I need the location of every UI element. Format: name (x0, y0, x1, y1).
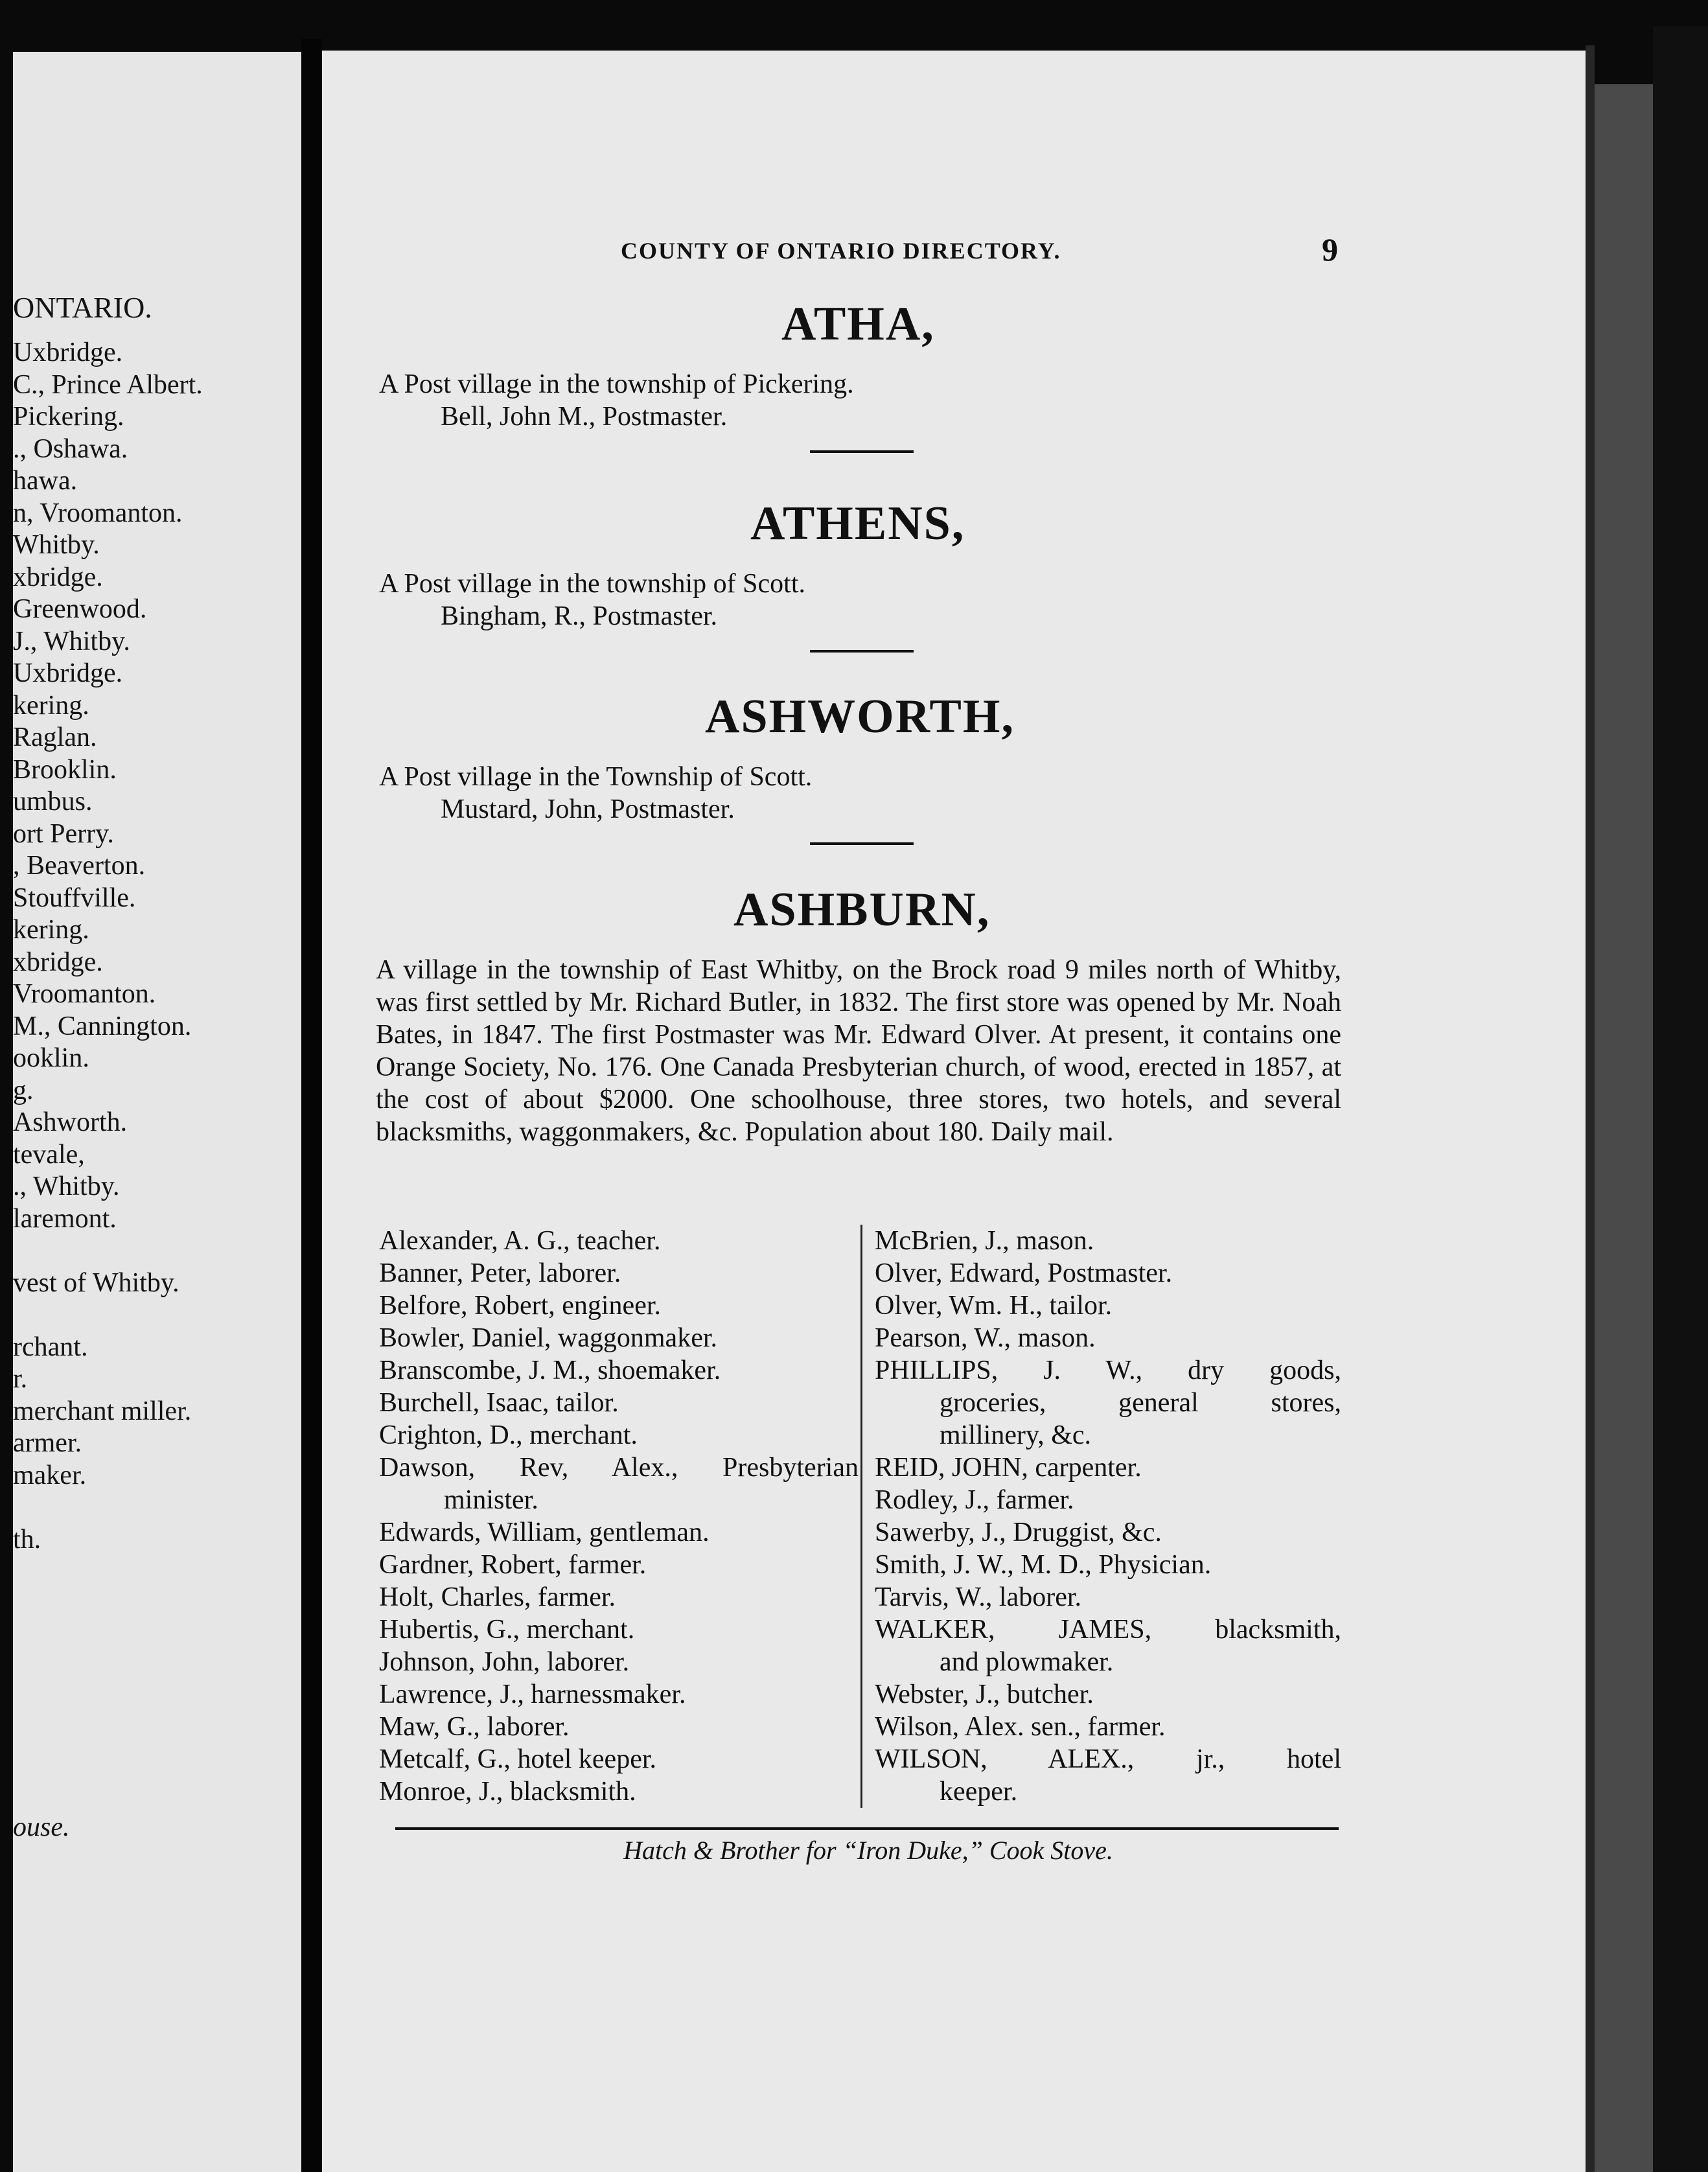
running-title: COUNTY OF ONTARIO DIRECTORY. (621, 238, 1061, 264)
facing-page-line: xbridge. (13, 562, 103, 592)
page-edge (1586, 45, 1595, 2172)
section-divider (810, 650, 914, 653)
facing-page-line: rchant. (13, 1332, 88, 1362)
footer-advertisement: Hatch & Brother for “Iron Duke,” Cook Stove. (623, 1836, 1113, 1865)
section-divider (810, 842, 914, 845)
facing-page-line: tevale, (13, 1140, 85, 1170)
directory-entry: Dawson, Rev, Alex., Presbyterian (379, 1453, 859, 1483)
facing-page-line: ., Oshawa. (13, 434, 128, 464)
section-divider (810, 450, 914, 453)
directory-entry-continued: groceries, general stores, (940, 1388, 1341, 1418)
directory-entry: Pearson, W., mason. (875, 1323, 1096, 1353)
facing-page-footer: ouse. (13, 1812, 70, 1842)
column-divider (860, 1225, 862, 1808)
facing-page-line: ., Whitby. (13, 1172, 120, 1201)
directory-entry: Rodley, J., farmer. (875, 1485, 1074, 1515)
facing-page-left (13, 52, 301, 2172)
directory-entry: Belfore, Robert, engineer. (379, 1291, 662, 1321)
facing-page-line: xbridge. (13, 947, 103, 977)
directory-entry: Gardner, Robert, farmer. (379, 1550, 647, 1580)
facing-page-line: n, Vroomanton. (13, 498, 183, 528)
facing-page-line: Uxbridge. (13, 338, 123, 367)
ashworth-postmaster: Mustard, John, Postmaster. (441, 794, 735, 824)
ashburn-residents-right (875, 1225, 1341, 1808)
facing-page-line: Raglan. (13, 722, 97, 752)
facing-page-line: maker. (13, 1461, 87, 1490)
facing-page-line: , Beaverton. (13, 851, 146, 881)
facing-page-line: Stouffville. (13, 883, 136, 913)
directory-entry: Monroe, J., blacksmith. (379, 1777, 636, 1807)
facing-page-line: C., Prince Albert. (13, 370, 203, 400)
facing-page-line: merchant miller. (13, 1396, 192, 1426)
background-edge (1653, 26, 1708, 2172)
directory-entry: Metcalf, G., hotel keeper. (379, 1744, 656, 1774)
section-title-ashburn: ASHBURN, (733, 883, 991, 936)
atha-postmaster: Bell, John M., Postmaster. (441, 402, 728, 432)
facing-page-line: th. (13, 1525, 41, 1554)
atha-description: A Post village in the township of Pickering. (379, 369, 854, 399)
facing-page-line: armer. (13, 1428, 82, 1458)
facing-page-line: Whitby. (13, 530, 100, 560)
directory-entry: Sawerby, J., Druggist, &c. (875, 1518, 1162, 1547)
directory-entry: WILSON, ALEX., jr., hotel (875, 1744, 1341, 1774)
facing-page-line: ooklin. (13, 1043, 89, 1073)
directory-entry-continued: minister. (444, 1485, 538, 1515)
directory-entry-continued: keeper. (940, 1777, 1018, 1807)
facing-page-line: vest of Whitby. (13, 1268, 179, 1298)
directory-entry: Burchell, Isaac, tailor. (379, 1388, 619, 1418)
directory-entry: Webster, J., butcher. (875, 1680, 1094, 1709)
ashworth-description: A Post village in the Township of Scott. (379, 762, 813, 792)
directory-entry: Bowler, Daniel, waggonmaker. (379, 1323, 718, 1353)
facing-page-line: r. (13, 1364, 28, 1394)
directory-entry: REID, JOHN, carpenter. (875, 1453, 1142, 1483)
directory-entry: Tarvis, W., laborer. (875, 1582, 1081, 1612)
footer-rule (395, 1827, 1339, 1830)
book-cover-edge (1595, 84, 1653, 2172)
facing-page-line: Ashworth. (13, 1107, 128, 1137)
directory-entry: Wilson, Alex. sen., farmer. (875, 1712, 1166, 1742)
directory-entry: McBrien, J., mason. (875, 1226, 1094, 1256)
facing-page-line: g. (13, 1076, 34, 1105)
section-title-atha: ATHA, (781, 297, 935, 351)
facing-page-line: J., Whitby. (13, 627, 130, 656)
section-title-ashworth: ASHWORTH, (705, 690, 1015, 743)
facing-page-line: Brooklin. (13, 755, 117, 785)
directory-entry: Smith, J. W., M. D., Physician. (875, 1550, 1212, 1580)
directory-entry: Olver, Edward, Postmaster. (875, 1258, 1173, 1288)
directory-entry: Crighton, D., merchant. (379, 1420, 638, 1450)
directory-entry: Branscombe, J. M., shoemaker. (379, 1356, 721, 1385)
directory-entry: Alexander, A. G., teacher. (379, 1226, 661, 1256)
facing-page-line: laremont. (13, 1204, 117, 1234)
directory-entry: PHILLIPS, J. W., dry goods, (875, 1356, 1341, 1385)
facing-page-line: hawa. (13, 466, 78, 496)
facing-page-line: Pickering. (13, 402, 124, 432)
athens-description: A Post village in the township of Scott. (379, 569, 805, 599)
athens-postmaster: Bingham, R., Postmaster. (441, 601, 718, 631)
facing-page-line: umbus. (13, 787, 93, 816)
directory-entry: Hubertis, G., merchant. (379, 1615, 635, 1645)
directory-entry: Banner, Peter, laborer. (379, 1258, 621, 1288)
directory-entry: WALKER, JAMES, blacksmith, (875, 1615, 1341, 1645)
facing-page-line: ort Perry. (13, 819, 114, 849)
facing-page-line: M., Cannington. (13, 1011, 192, 1041)
directory-entry: Johnson, John, laborer. (379, 1647, 630, 1677)
directory-entry: Holt, Charles, farmer. (379, 1582, 616, 1612)
book-gutter (301, 39, 322, 2172)
facing-page-line: kering. (13, 691, 89, 721)
section-title-athens: ATHENS, (750, 497, 965, 550)
facing-page-line: Greenwood. (13, 594, 147, 624)
ashburn-residents-left (379, 1225, 859, 1808)
facing-page-line: kering. (13, 915, 89, 945)
facing-page-line: Uxbridge. (13, 658, 123, 688)
ashburn-description: A village in the township of East Whitby, on the Brock road 9 miles north of Whitby, was first settled by Mr. Richard Butler, in 1832. The first store was opened by Mr. Noah Bates, in 1847. The first Postmaster was Mr. Edward Olver. At present, it contains one Orange Society, No. 176. One Canada Presbyterian church, of wood, erected in 1857, at the cost of about $2000. One schoolhouse, three stores, two hotels, and several blacksmiths, waggonmakers, &c. Population about 180. Daily mail. (376, 955, 1341, 1147)
directory-entry: Lawrence, J., harnessmaker. (379, 1680, 686, 1709)
facing-page-heading: ONTARIO. (13, 291, 152, 324)
facing-page-line: Vroomanton. (13, 979, 156, 1009)
directory-entry-continued: millinery, &c. (940, 1420, 1092, 1450)
directory-entry-continued: and plowmaker. (940, 1647, 1114, 1677)
directory-entry: Olver, Wm. H., tailor. (875, 1291, 1113, 1321)
directory-entry: Edwards, William, gentleman. (379, 1518, 710, 1547)
page-number: 9 (1322, 231, 1338, 268)
directory-entry: Maw, G., laborer. (379, 1712, 570, 1742)
